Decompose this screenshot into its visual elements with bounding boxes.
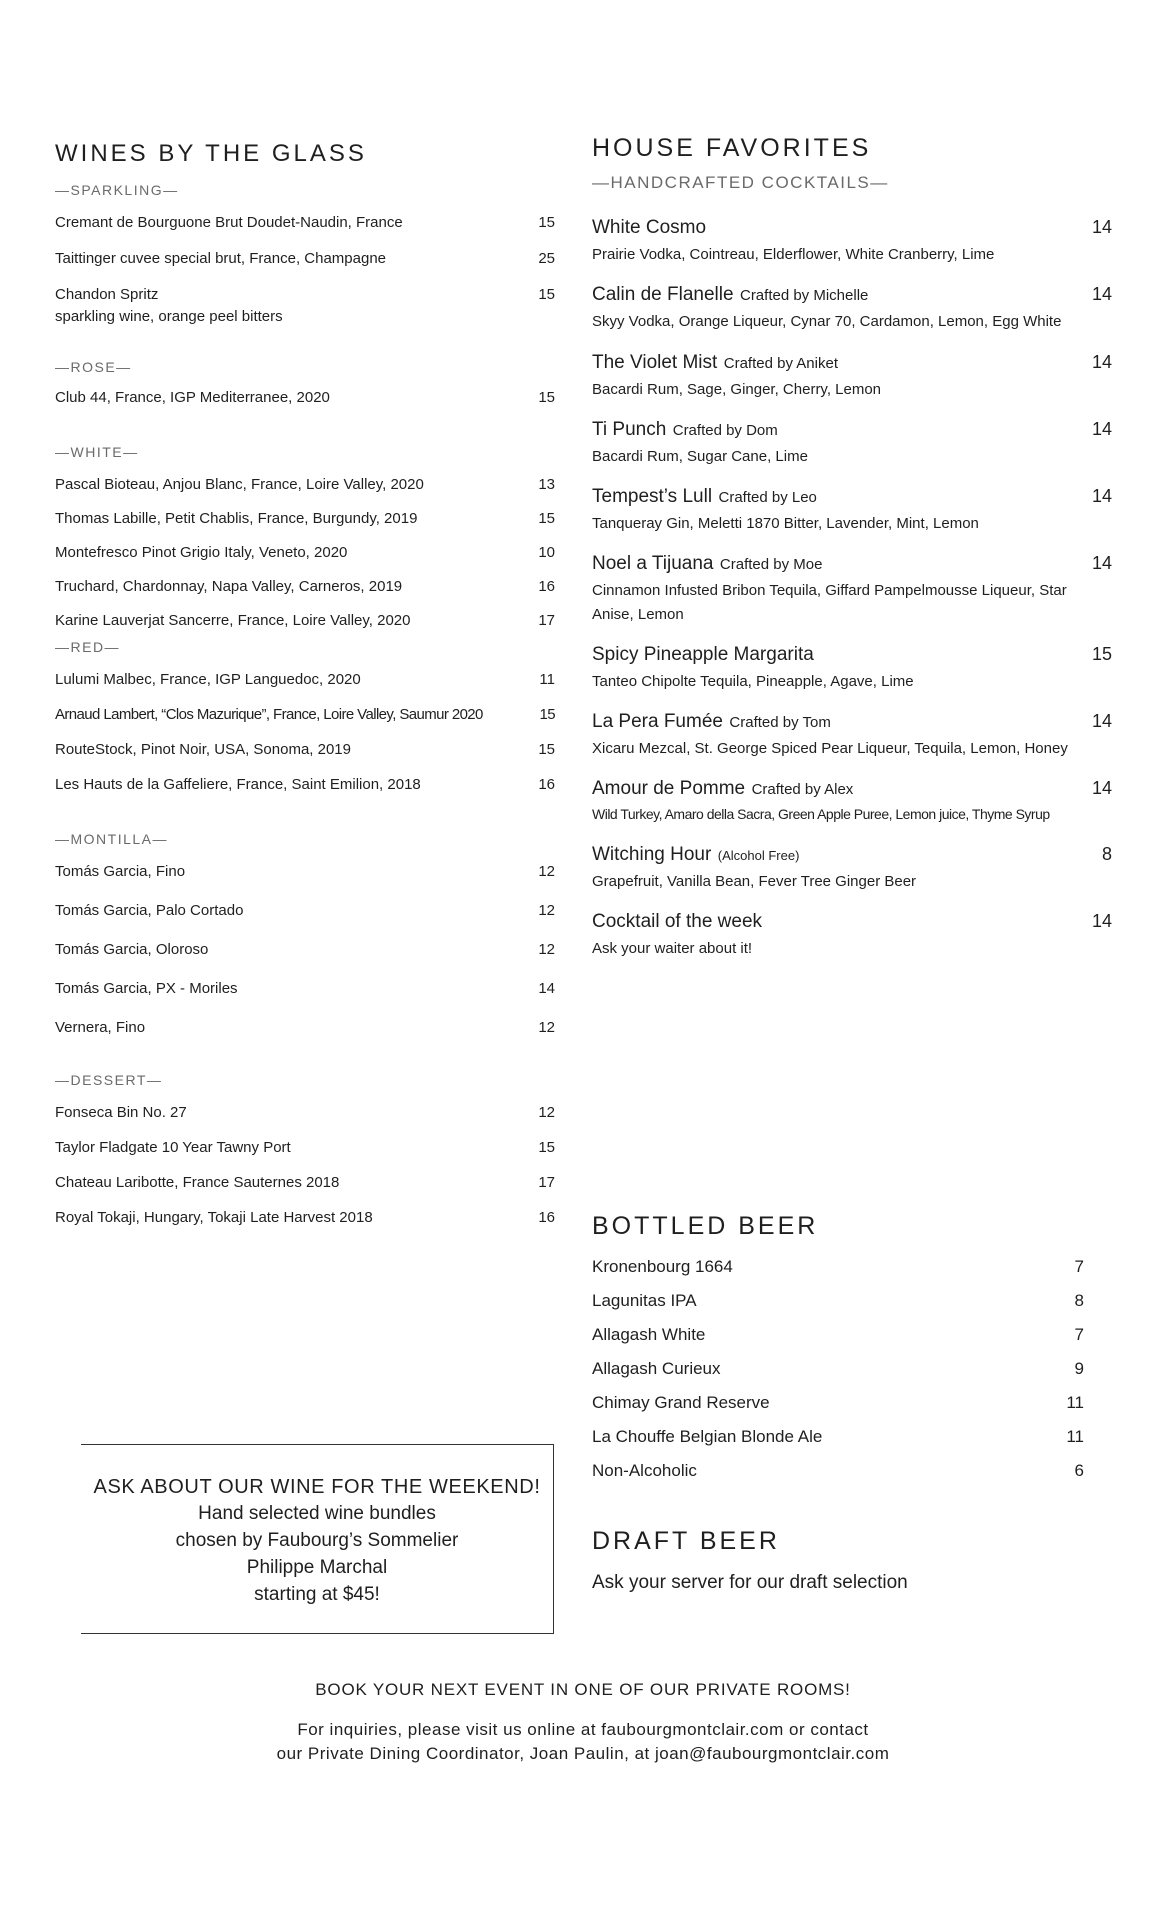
wine-item: Club 44, France, IGP Mediterranee, 2020 15 xyxy=(55,389,555,406)
cocktail-credit: Crafted by Alex xyxy=(751,781,854,799)
cocktail-name: Spicy Pineapple Margarita xyxy=(592,643,814,665)
wine-item: Cremant de Bourguone Brut Doudet-Naudin, France 15 xyxy=(55,214,555,231)
wine-description: sparkling wine, orange peel bitters xyxy=(55,308,283,325)
cocktail-ingredients: Tanqueray Gin, Meletti 1870 Bitter, Lavender, Mint, Lemon xyxy=(592,515,979,532)
promo-line: Philippe Marchal xyxy=(246,1557,388,1579)
cocktail-item xyxy=(592,284,1112,333)
private-events-heading: BOOK YOUR NEXT EVENT IN ONE OF OUR PRIVATE ROOMS! xyxy=(315,1680,851,1699)
section-montilla xyxy=(55,831,555,1036)
cocktail-price: 14 xyxy=(1091,486,1112,506)
cocktail-credit: Crafted by Aniket xyxy=(723,354,838,372)
bottled-beer-title: BOTTLED BEER xyxy=(592,1212,819,1240)
cocktail-name: Cocktail of the week xyxy=(592,911,763,933)
wine-item: Lulumi Malbec, France, IGP Languedoc, 2020 11 xyxy=(55,671,555,688)
cocktail-name: Tempest’s Lull xyxy=(592,486,713,507)
cocktail-name: Ti Punch xyxy=(592,418,667,440)
wine-item: Chandon Spritz sparkling wine, orange peel bitters 15 xyxy=(55,286,555,325)
beer-item: Allagash White 7 xyxy=(592,1325,1084,1344)
wine-item: Royal Tokaji, Hungary, Tokaji Late Harvest 2018 16 xyxy=(55,1209,555,1226)
favorites-subtitle: —HANDCRAFTED COCKTAILS— xyxy=(592,173,889,192)
wine-item: Pascal Bioteau, Anjou Blanc, France, Loire Valley, 2020 13 xyxy=(55,476,555,493)
section-red xyxy=(55,639,555,793)
section-rose xyxy=(55,359,555,406)
cocktail-item xyxy=(592,217,1112,266)
cocktail-name: Witching Hour xyxy=(592,843,712,865)
cocktail-ingredients: Cinnamon Infusted Bribon Tequila, Giffard Pampelmousse Liqueur, Star Anise, Lemon xyxy=(592,582,1067,623)
cocktail-ingredients: Wild Turkey, Amaro della Sacra, Green Apple Puree, Lemon juice, Thyme Syrup xyxy=(592,806,1050,823)
wine-item: Tomás Garcia, Palo Cortado 12 xyxy=(55,902,555,919)
cocktail-ingredients: Prairie Vodka, Cointreau, Elderflower, White Cranberry, Lime xyxy=(592,246,995,263)
cocktail-item xyxy=(592,711,1112,760)
promo-line: Hand selected wine bundles xyxy=(198,1503,436,1525)
wine-item: Fonseca Bin No. 27 12 xyxy=(55,1104,555,1121)
footer-line: our Private Dining Coordinator, Joan Paulin, at joan@faubourgmontclair.com xyxy=(276,1743,890,1763)
wine-item: Vernera, Fino 12 xyxy=(55,1019,555,1036)
cocktail-ingredients: Bacardi Rum, Sage, Ginger, Cherry, Lemon xyxy=(592,380,882,398)
cocktail-ingredients: Xicaru Mezcal, St. George Spiced Pear Liqueur, Tequila, Lemon, Honey xyxy=(592,740,1068,757)
wine-item: Arnaud Lambert, “Clos Mazurique”, France, Loire Valley, Saumur 2020 15 xyxy=(55,706,555,723)
cocktail-item xyxy=(592,911,1112,960)
cocktail-name: La Pera Fumée xyxy=(592,711,723,732)
cocktail-credit: Crafted by Tom xyxy=(729,714,831,731)
cocktail-item xyxy=(592,644,1112,693)
draft-beer-text: Ask your server for our draft selection xyxy=(592,1572,908,1593)
promo-line: starting at $45! xyxy=(254,1584,380,1606)
promo-line: chosen by Faubourg’s Sommelier xyxy=(175,1530,459,1552)
cocktail-price: 14 xyxy=(1091,911,1112,932)
wine-item: Les Hauts de la Gaffeliere, France, Saint Emilion, 2018 16 xyxy=(55,776,555,793)
beer-item: Chimay Grand Reserve 11 xyxy=(592,1393,1084,1412)
wine-item: Tomás Garcia, PX - Moriles 14 xyxy=(55,980,555,997)
promo-heading: ASK ABOUT OUR WINE FOR THE WEEKEND! xyxy=(93,1476,541,1498)
cocktail-credit: Crafted by Dom xyxy=(672,421,778,439)
cocktail-ingredients: Ask your waiter about it! xyxy=(592,940,753,958)
wine-item: Truchard, Chardonnay, Napa Valley, Carneros, 2019 16 xyxy=(55,578,555,595)
wine-item: Tomás Garcia, Oloroso 12 xyxy=(55,941,555,958)
cocktail-credit: (Alcohol Free) xyxy=(717,847,800,863)
wine-item: Montefresco Pinot Grigio Italy, Veneto, 2020 10 xyxy=(55,544,555,561)
cocktail-price: 14 xyxy=(1091,778,1112,799)
section-label: —DESSERT— xyxy=(55,1072,163,1088)
cocktail-item xyxy=(592,844,1112,893)
cocktail-price: 14 xyxy=(1091,553,1112,574)
cocktail-item xyxy=(592,352,1112,401)
wine-item: Thomas Labille, Petit Chablis, France, Burgundy, 2019 15 xyxy=(55,510,555,527)
section-label: —RED— xyxy=(55,639,121,655)
cocktail-ingredients: Skyy Vodka, Orange Liqueur, Cynar 70, Cardamon, Lemon, Egg White xyxy=(592,313,1062,331)
wine-item: Tomás Garcia, Fino 12 xyxy=(55,863,555,880)
cocktail-name: Calin de Flanelle xyxy=(592,284,734,306)
section-sparkling xyxy=(55,182,555,325)
footer-line: For inquiries, please visit us online at faubourgmontclair.com or contact xyxy=(297,1720,869,1739)
section-label: —SPARKLING— xyxy=(55,182,179,198)
section-label: —ROSE— xyxy=(55,359,132,375)
section-label: —WHITE— xyxy=(55,444,139,460)
cocktail-credit: Crafted by Michelle xyxy=(739,287,869,305)
wines-column xyxy=(55,140,555,1244)
cocktail-item xyxy=(592,486,1112,535)
cocktail-price: 14 xyxy=(1091,711,1112,731)
favorites-title: HOUSE FAVORITES xyxy=(592,134,872,162)
cocktail-price: 14 xyxy=(1091,351,1112,372)
cocktail-price: 14 xyxy=(1091,217,1112,237)
section-label: —MONTILLA— xyxy=(55,831,169,847)
cocktail-name: The Violet Mist xyxy=(592,351,718,373)
draft-beer-title: DRAFT BEER xyxy=(592,1527,780,1555)
bottled-beer-section xyxy=(592,1212,1092,1495)
cocktail-item xyxy=(592,553,1112,626)
cocktail-name: Amour de Pomme xyxy=(592,778,746,800)
private-events-text xyxy=(0,1718,1166,1766)
section-dessert xyxy=(55,1072,555,1226)
wine-item: RouteStock, Pinot Noir, USA, Sonoma, 2019 15 xyxy=(55,741,555,758)
favorites-column xyxy=(592,134,1112,978)
cocktail-price: 8 xyxy=(1101,843,1112,864)
cocktail-item xyxy=(592,419,1112,468)
wine-item: Taittinger cuvee special brut, France, Champagne 25 xyxy=(55,250,555,267)
section-white xyxy=(55,444,555,629)
wine-item: Karine Lauverjat Sancerre, France, Loire Valley, 2020 17 xyxy=(55,612,555,629)
draft-beer-section xyxy=(592,1527,1092,1594)
cocktail-credit: Crafted by Moe xyxy=(719,556,823,574)
cocktail-ingredients: Tanteo Chipolte Tequila, Pineapple, Agave, Lime xyxy=(592,672,914,690)
wine-item: Taylor Fladgate 10 Year Tawny Port 15 xyxy=(55,1139,555,1156)
cocktail-item xyxy=(592,778,1112,826)
cocktail-name: White Cosmo xyxy=(592,217,707,238)
wine-weekend-promo xyxy=(81,1444,554,1634)
cocktail-price: 14 xyxy=(1091,284,1112,305)
beer-item: Lagunitas IPA 8 xyxy=(592,1291,1084,1310)
beer-item: Non-Alcoholic 6 xyxy=(592,1461,1084,1480)
cocktail-ingredients: Bacardi Rum, Sugar Cane, Lime xyxy=(592,447,808,465)
cocktail-price: 14 xyxy=(1091,418,1112,439)
beer-item: Allagash Curieux 9 xyxy=(592,1359,1084,1378)
cocktail-ingredients: Grapefruit, Vanilla Bean, Fever Tree Ginger Beer xyxy=(592,872,917,890)
cocktail-name: Noel a Tijuana xyxy=(592,553,714,575)
cocktail-credit: Crafted by Leo xyxy=(718,489,817,506)
beer-item: Kronenbourg 1664 7 xyxy=(592,1257,1084,1276)
beer-item: La Chouffe Belgian Blonde Ale 11 xyxy=(592,1427,1084,1446)
wine-item: Chateau Laribotte, France Sauternes 2018 17 xyxy=(55,1174,555,1191)
cocktail-price: 15 xyxy=(1091,643,1112,664)
wines-title: WINES BY THE GLASS xyxy=(55,140,367,167)
